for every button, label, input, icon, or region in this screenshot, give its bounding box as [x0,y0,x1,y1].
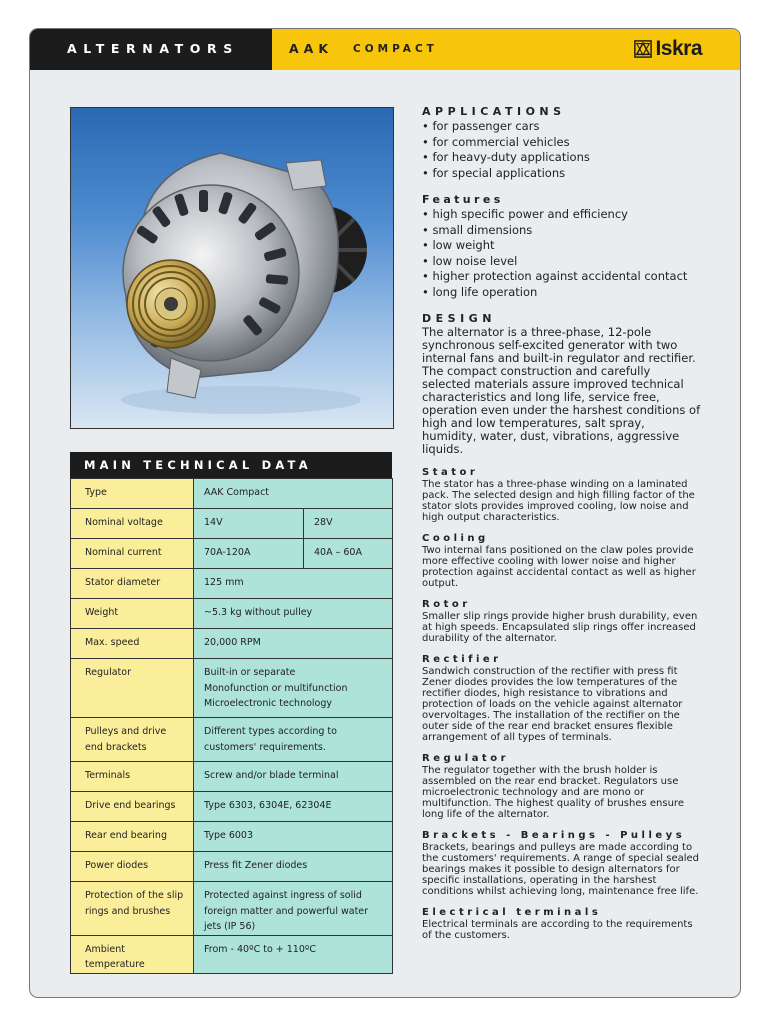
list-item: • for special applications [422,165,566,180]
row-label-max-speed: Max. speed [71,629,194,659]
table-row [71,629,393,659]
header-bar [30,29,740,70]
brand-name: Iskra [655,37,702,60]
row-label-voltage: Nominal voltage [71,509,194,539]
row-label-weight: Weight [71,599,194,629]
list-item: • low weight [422,238,495,252]
stator-text: The stator has a three-phase winding on a laminated pack. The selected design and high filling factor of the stator slots provides improved cooling, low noise and high output characteristics. [422,479,695,523]
table-row [71,822,393,852]
row-label-power-diodes: Power diodes [71,852,194,882]
table-row [71,509,393,539]
row-label-terminals: Terminals [71,762,194,792]
alternator-photo [70,107,394,429]
rotor-text: Smaller slip rings provide higher brush durability, even at high speeds. Encapsulated slip rings offer increased durability of the alternator. [422,611,698,644]
datasheet-page [29,28,741,998]
row-label-stator-diameter: Stator diameter [71,569,194,599]
row-label-protection: Protection of the slip rings and brushes [71,882,194,936]
table-row [71,539,393,569]
iskra-logo-icon [634,40,652,58]
list-item: • for commercial vehicles [422,134,570,149]
regulator-line: Built-in or separate [204,667,296,678]
list-item: • low noise level [422,253,518,268]
features-list [422,207,702,300]
rotor-heading: Rotor [422,599,471,610]
row-value-ambient-temperature: From - 40ºC to + 110ºC [194,935,393,973]
list-item: • higher protection against accidental contact [422,269,688,283]
table-row [71,718,393,762]
table-title: MAIN TECHNICAL DATA [70,452,392,478]
regulator-text: The regulator together with the brush holder is assembled on the rear end bracket. Regulators use microelectronic technology and are mono or multifunction. The highest quality of brushes ensure long life of the alternator. [422,765,684,820]
regulator-line: Microelectronic technology [204,698,333,709]
row-label-pulleys: Pulleys and drive end brackets [71,718,194,762]
table-row [71,659,393,718]
design-text: The alternator is a three-phase, 12-pole synchronous self-excited generator with two internal fans and built-in regulator and rectifier. The compact construction and carefully selected materials assure improved technical characteristics and long life, service free, operation even under the harshest conditions of high and low temperatures, salt spray, humidity, water, dust, vibrations, aggressive liquids. [422,325,701,456]
list-item: • long life operation [422,284,538,299]
electrical-terminals-text: Electrical terminals are according to the requirements of the customers. [422,919,693,941]
table-row [71,792,393,822]
table-row [71,762,393,792]
row-value-weight: ~5.3 kg without pulley [194,599,393,629]
rectifier-heading: Rectifier [422,654,502,665]
applications-list [422,119,702,181]
row-value-voltage-28v: 28V [304,509,393,539]
row-value-rear-end-bearing: Type 6003 [194,822,393,852]
brackets-text: Brackets, bearings and pulleys are made according to the customers' requirements. A range of special sealed bearings makes it possible to design alternators for specific installations, operating in the harshest conditions whilst achieving long, maintenance free life. [422,842,700,897]
product-subname: COMPACT [353,43,438,55]
list-item: • high specific power and efficiency [422,207,628,221]
cooling-text: Two internal fans positioned on the claw poles provide more effective cooling with lower noise and higher protection against accidental contact as well as higher output. [422,545,696,589]
table-row [71,479,393,509]
stator-heading: Stator [422,467,479,478]
rectifier-text: Sandwich construction of the rectifier with press fit Zener diodes provides the low temperatures of the rectifier diodes, high resistance to vibrations and protection of loads on the vehicle against alternator overvoltages. The installation of the rectifier on the outer side of the rear end bracket ensures flexible arrangement of all types of terminals. [422,666,683,743]
alternator-icon [71,108,393,428]
row-value-regulator [194,659,393,718]
row-value-terminals: Screw and/or blade terminal [194,762,393,792]
row-label-type: Type [71,479,194,509]
list-item: • for heavy-duty applications [422,150,590,164]
list-item: • for passenger cars [422,119,540,133]
table-row [71,569,393,599]
header-title: ALTERNATORS [67,41,239,56]
design-heading: DESIGN [422,312,496,325]
row-value-pulleys: Different types according to customers' requirements. [194,718,393,762]
row-value-max-speed: 20,000 RPM [194,629,393,659]
table-row [71,935,393,973]
row-value-stator-diameter: 125 mm [194,569,393,599]
row-label-current: Nominal current [71,539,194,569]
row-label-ambient-temperature: Ambient temperature [71,935,194,973]
regulator-line: Monofunction or multifunction [204,682,348,694]
regulator-heading: Regulator [422,753,510,764]
row-value-type: AAK Compact [194,479,393,509]
row-value-current-14v: 70A-120A [194,539,304,569]
technical-data-table [70,452,392,974]
row-label-regulator: Regulator [71,659,194,718]
header-right-block [272,29,740,70]
row-value-current-28v: 40A – 60A [304,539,393,569]
row-value-drive-end-bearings: Type 6303, 6304E, 62304E [194,792,393,822]
row-value-power-diodes: Press fit Zener diodes [194,852,393,882]
row-value-voltage-14v: 14V [194,509,304,539]
brand-logo [634,38,702,60]
features-heading: Features [422,193,504,206]
electrical-terminals-heading: Electrical terminals [422,907,602,918]
table-row [71,852,393,882]
data-table [70,478,393,974]
applications-heading: APPLICATIONS [422,105,566,118]
header-left-block [30,29,272,70]
list-item: • small dimensions [422,222,533,237]
table-row [71,599,393,629]
product-name: AAK [289,41,334,56]
cooling-heading: Cooling [422,533,489,544]
row-value-protection: Protected against ingress of solid foreign matter and powerful water jets (IP 56) [194,882,393,936]
row-label-drive-end-bearings: Drive end bearings [71,792,194,822]
right-column [422,105,702,941]
brackets-heading: Brackets - Bearings - Pulleys [422,830,686,841]
row-label-rear-end-bearing: Rear end bearing [71,822,194,852]
table-row [71,882,393,936]
